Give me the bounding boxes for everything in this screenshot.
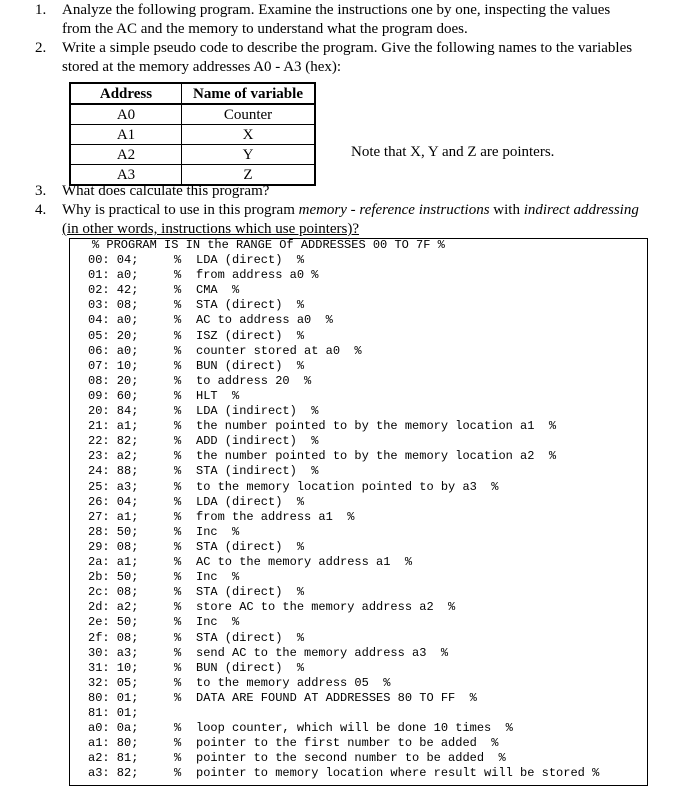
code-address: a1: 80; [88,736,139,751]
question-number: 1. [35,2,47,18]
question-text-line2: (in other words, instructions which use pointers)? [62,221,360,237]
comment-marker: % [174,585,182,600]
code-comment: Inc % [196,615,240,630]
table-row [70,165,315,186]
code-comment: HLT % [196,388,240,403]
code-comment: LDA (indirect) % [196,404,319,418]
table-row [70,104,315,125]
code-address: 04: a0; [88,313,139,328]
code-address: 22: 82; [88,434,139,449]
comment-marker: % [174,373,182,388]
comment-marker: % [174,328,182,343]
variable-cell: Y [182,145,316,165]
code-comment: to the memory location pointed to by a3 % [196,479,499,494]
code-comment: AC to address a0 % [196,313,333,328]
code-address: 28: 50; [88,524,139,539]
code-address: 80: 01; [88,690,139,705]
comment-marker: % [174,404,182,418]
code-comment: to the memory address 05 % [196,675,391,690]
code-address: 02: 42; [88,283,139,298]
code-comment: Inc % [196,570,240,585]
table-row [70,145,315,165]
code-comment: pointer to the first number to be added % [196,736,499,751]
code-listing [69,238,648,786]
comment-marker: % [174,449,182,464]
code-address: 31: 10; [88,660,139,675]
code-comment: STA (direct) % [196,298,305,313]
code-comment: LDA (direct) % [196,253,305,267]
code-address: 03: 08; [88,298,139,313]
comment-marker: % [174,343,182,358]
comment-marker: % [174,751,182,766]
address-cell: A1 [70,125,182,145]
code-address: 27: a1; [88,509,139,524]
code-comment: STA (direct) % [196,585,305,600]
code-address: 05: 20; [88,328,139,343]
comment-marker: % [174,645,182,660]
code-comment: LDA (direct) % [196,494,305,509]
code-address: 29: 08; [88,539,139,554]
code-address: 26: 04; [88,494,139,509]
code-comment: from the address a1 % [196,509,355,524]
comment-marker: % [174,253,182,267]
question-text-line1: What does calculate this program? [62,183,270,199]
comment-marker: % [174,736,182,751]
code-address: 09: 60; [88,388,139,403]
code-comment: ADD (indirect) % [196,434,319,449]
address-cell: A0 [70,104,182,125]
comment-marker: % [174,721,182,736]
question-number: 2. [35,40,47,56]
code-comment: pointer to the second number to be added % [196,751,506,766]
comment-marker: % [174,358,182,373]
code-comment: loop counter, which will be done 10 times % [196,721,513,736]
comment-marker: % [174,419,182,434]
code-address: 07: 10; [88,358,139,373]
text-mid: with [489,202,524,218]
code-address: 2a: a1; [88,555,139,569]
table-row [70,125,315,145]
code-comment: BUN (direct) % [196,660,305,675]
header-address: Address [70,83,182,104]
header-variable-name: Name of variable [182,83,316,104]
comment-marker: % [174,570,182,585]
italic-term: memory - reference instructions [298,202,490,218]
code-address: 2b: 50; [88,570,139,585]
comment-marker: % [174,298,182,313]
italic-term: indirect addressing [523,202,639,218]
code-comment: STA (indirect) % [196,464,319,479]
comment-marker: % [174,675,182,690]
code-address: 2e: 50; [88,615,139,630]
comment-marker: % [174,388,182,403]
address-cell: A2 [70,145,182,165]
question-number: 3. [35,183,47,199]
code-address: 23: a2; [88,449,139,464]
comment-marker: % [174,509,182,524]
code-address: 20: 84; [88,404,139,418]
comment-marker: % [174,524,182,539]
code-comment: from address a0 % [196,268,319,283]
comment-marker: % [174,690,182,705]
question-number: 4. [35,202,47,218]
code-comment: DATA ARE FOUND AT ADDRESSES 80 TO FF % [196,690,477,705]
comment-marker: % [174,313,182,328]
code-comment: STA (direct) % [196,539,305,554]
code-address: 2c: 08; [88,585,139,600]
code-address: 81: 01; [88,706,139,720]
variable-table [69,82,316,186]
comment-marker: % [174,434,182,449]
code-comment: counter stored at a0 % [196,343,362,358]
comment-marker: % [174,479,182,494]
comment-marker: % [174,766,182,781]
code-comment: Inc % [196,524,240,539]
code-address: 21: a1; [88,419,139,434]
variable-cell: Counter [182,104,316,125]
text-prefix: Why is practical to use in this program [62,202,299,218]
question-text-line2: stored at the memory addresses A0 - A3 (hex): [62,59,342,75]
code-comment: the number pointed to by the memory location a2 % [196,449,557,464]
question-text-line2: from the AC and the memory to understand what the program does. [62,21,468,37]
address-cell: A3 [70,165,182,186]
code-comment: AC to the memory address a1 % [196,555,413,569]
comment-marker: % [174,630,182,645]
code-comment: store AC to the memory address a2 % [196,600,456,615]
code-address: 25: a3; [88,479,139,494]
code-comment: to address 20 % [196,373,312,388]
code-address: 01: a0; [88,268,139,283]
comment-marker: % [174,615,182,630]
comment-marker: % [174,600,182,615]
variable-cell: Z [182,165,316,186]
code-comment: CMA % [196,283,240,298]
code-address: 08: 20; [88,373,139,388]
code-address: 24: 88; [88,464,139,479]
question-text-line1 [62,202,639,219]
code-address: a3: 82; [88,766,139,781]
comment-marker: % [174,283,182,298]
code-comment: BUN (direct) % [196,358,305,373]
code-address: 00: 04; [88,253,139,267]
table-header-row [70,83,315,104]
comment-marker: % [174,268,182,283]
code-address: 2d: a2; [88,600,139,615]
code-comment: send AC to the memory address a3 % [196,645,449,660]
code-comment: ISZ (direct) % [196,328,305,343]
code-comment: pointer to memory location where result will be stored % [196,766,600,781]
code-comment: STA (direct) % [196,630,305,645]
question-text-line1: Analyze the following program. Examine the instructions one by one, inspecting the values [62,2,611,18]
code-address: 32: 05; [88,675,139,690]
comment-marker: % [174,555,182,569]
code-address: a0: 0a; [88,721,139,736]
code-address: 30: a3; [88,645,139,660]
comment-marker: % [174,494,182,509]
code-address: 2f: 08; [88,630,139,645]
comment-marker: % [174,660,182,675]
variable-cell: X [182,125,316,145]
comment-marker: % [174,464,182,479]
comment-marker: % [174,539,182,554]
code-address: 06: a0; [88,343,139,358]
pointer-note: Note that X, Y and Z are pointers. [351,144,555,160]
code-address: a2: 81; [88,751,139,766]
question-text-line1: Write a simple pseudo code to describe the program. Give the following names to the variables [62,40,633,56]
code-header: % PROGRAM IS IN the RANGE Of ADDRESSES 00 TO 7F % [92,238,445,252]
code-comment: the number pointed to by the memory location a1 % [196,419,557,434]
